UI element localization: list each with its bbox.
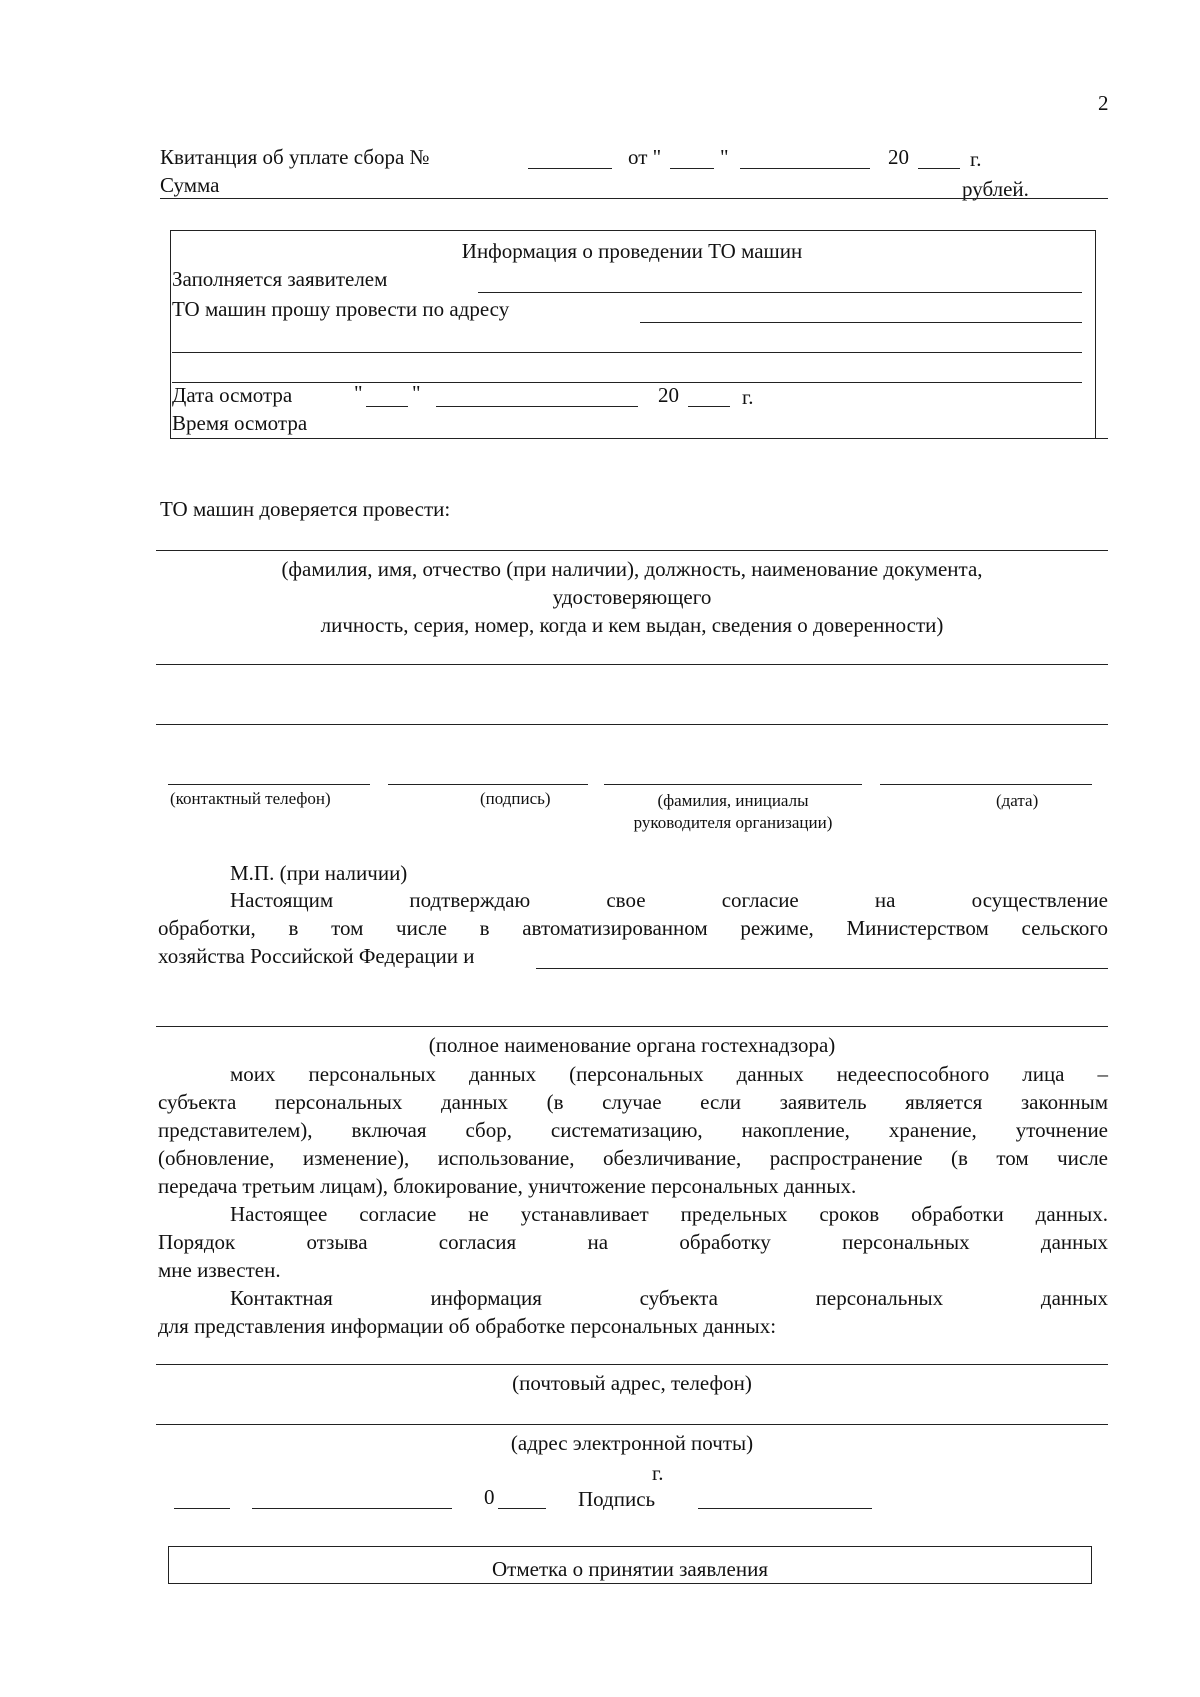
contact-line1: Контактная информация субъекта персональных данных xyxy=(230,1286,1108,1310)
date-caption: (дата) xyxy=(996,791,1039,810)
signature-caption: (подпись) xyxy=(480,789,551,808)
phone-field[interactable] xyxy=(168,784,370,785)
pd-line3: представителем), включая сбор, систематизацию, накопление, хранение, уточнение xyxy=(158,1118,1108,1142)
address-field-line3[interactable] xyxy=(172,382,1082,383)
term-line3: мне известен. xyxy=(158,1258,281,1282)
email-caption: (адрес электронной почты) xyxy=(510,1431,754,1455)
receipt-from-label: от " xyxy=(628,145,662,169)
trust-caption-line3: личность, серия, номер, когда и кем выдан, сведения о доверенности) xyxy=(320,613,944,637)
consent-signature-field[interactable] xyxy=(698,1508,872,1509)
acceptance-label: Отметка о принятии заявления xyxy=(492,1557,768,1581)
trust-extra-field-2[interactable] xyxy=(156,724,1108,725)
trust-person-field[interactable] xyxy=(156,550,1108,551)
receipt-year-prefix: 20 xyxy=(888,145,909,169)
contact-line2: для представления информации об обработке персональных данных: xyxy=(158,1314,777,1338)
page-number: 2 xyxy=(1098,91,1109,115)
inspection-month-field[interactable] xyxy=(436,406,638,407)
trust-caption-line2: удостоверяющего xyxy=(552,585,712,609)
consent-year-field[interactable] xyxy=(498,1508,546,1509)
receipt-year-field[interactable] xyxy=(918,168,960,169)
inspection-box-title: Информация о проведении ТО машин xyxy=(461,239,803,263)
pd-line5: передача третьим лицам), блокирование, уничтожение персональных данных. xyxy=(158,1174,857,1198)
organization-field-line2[interactable] xyxy=(156,1026,1108,1027)
applicant-field[interactable] xyxy=(478,292,1082,293)
address-label: ТО машин прошу провести по адресу xyxy=(172,297,510,321)
trust-extra-field-1[interactable] xyxy=(156,664,1108,665)
phone-caption: (контактный телефон) xyxy=(170,789,331,808)
organization-caption: (полное наименование органа гостехнадзора) xyxy=(428,1033,836,1057)
term-paragraph xyxy=(158,1200,1108,1284)
consent-day-field[interactable] xyxy=(174,1508,230,1509)
date-open-quote: " xyxy=(354,381,363,405)
inspection-year-suffix: г. xyxy=(742,385,754,409)
rub-label: рублей. xyxy=(962,177,1029,201)
head-caption-line2: руководителя организации) xyxy=(633,813,833,832)
consent-line1: Настоящим подтверждаю свое согласие на осуществление xyxy=(230,888,1108,912)
receipt-year-suffix: г. xyxy=(970,147,982,171)
head-name-field[interactable] xyxy=(604,784,862,785)
consent-month-field[interactable] xyxy=(252,1508,452,1509)
receipt-close-quote: " xyxy=(720,145,729,169)
pd-line4: (обновление, изменение), использование, обезличивание, распространение (в том числе xyxy=(158,1146,1108,1170)
stamp-label: М.П. (при наличии) xyxy=(230,861,408,885)
date-label: Дата осмотра xyxy=(172,383,293,407)
postal-address-field[interactable] xyxy=(156,1364,1108,1365)
email-field[interactable] xyxy=(156,1424,1108,1425)
term-line1: Настоящее согласие не устанавливает предельных сроков обработки данных. xyxy=(230,1202,1108,1226)
address-field[interactable] xyxy=(640,322,1082,323)
organization-field[interactable] xyxy=(536,968,1108,969)
date-field[interactable] xyxy=(880,784,1092,785)
inspection-year-field[interactable] xyxy=(688,406,730,407)
inspection-box-bottom xyxy=(170,438,1108,439)
head-caption-line1: (фамилия, инициалы xyxy=(657,791,809,810)
trust-caption-line1: (фамилия, имя, отчество (при наличии), должность, наименование документа, xyxy=(281,557,983,581)
consent-sign-label: Подпись xyxy=(578,1487,656,1511)
sum-field[interactable] xyxy=(160,198,1108,199)
term-line2: Порядок отзыва согласия на обработку персональных данных xyxy=(158,1230,1108,1254)
receipt-label: Квитанция об уплате сбора № xyxy=(160,145,430,169)
sum-label: Сумма xyxy=(160,173,220,197)
time-label: Время осмотра xyxy=(172,411,308,435)
inspection-day-field[interactable] xyxy=(366,406,408,407)
pd-line2: субъекта персональных данных (в случае если заявитель является законным xyxy=(158,1090,1108,1114)
consent-line3: хозяйства Российской Федерации и xyxy=(158,944,475,968)
signature-field[interactable] xyxy=(388,784,588,785)
consent-paragraph xyxy=(158,886,1108,970)
consent-year-prefix: 0 xyxy=(484,1485,495,1509)
g-label: г. xyxy=(652,1461,664,1485)
receipt-day-field[interactable] xyxy=(670,168,714,169)
receipt-month-field[interactable] xyxy=(740,168,870,169)
address-field-line2[interactable] xyxy=(172,352,1082,353)
personal-data-paragraph xyxy=(158,1060,1108,1200)
receipt-number-field[interactable] xyxy=(528,168,612,169)
filled-by-label: Заполняется заявителем xyxy=(172,267,388,291)
trust-label: ТО машин доверяется провести: xyxy=(160,497,451,521)
pd-line1: моих персональных данных (персональных данных недееспособного лица – xyxy=(230,1062,1108,1086)
contact-paragraph xyxy=(158,1284,1108,1340)
consent-line2: обработки, в том числе в автоматизированном режиме, Министерством сельского xyxy=(158,916,1108,940)
postal-caption: (почтовый адрес, телефон) xyxy=(512,1371,752,1395)
inspection-year-prefix: 20 xyxy=(658,383,679,407)
date-close-quote: " xyxy=(412,381,421,405)
